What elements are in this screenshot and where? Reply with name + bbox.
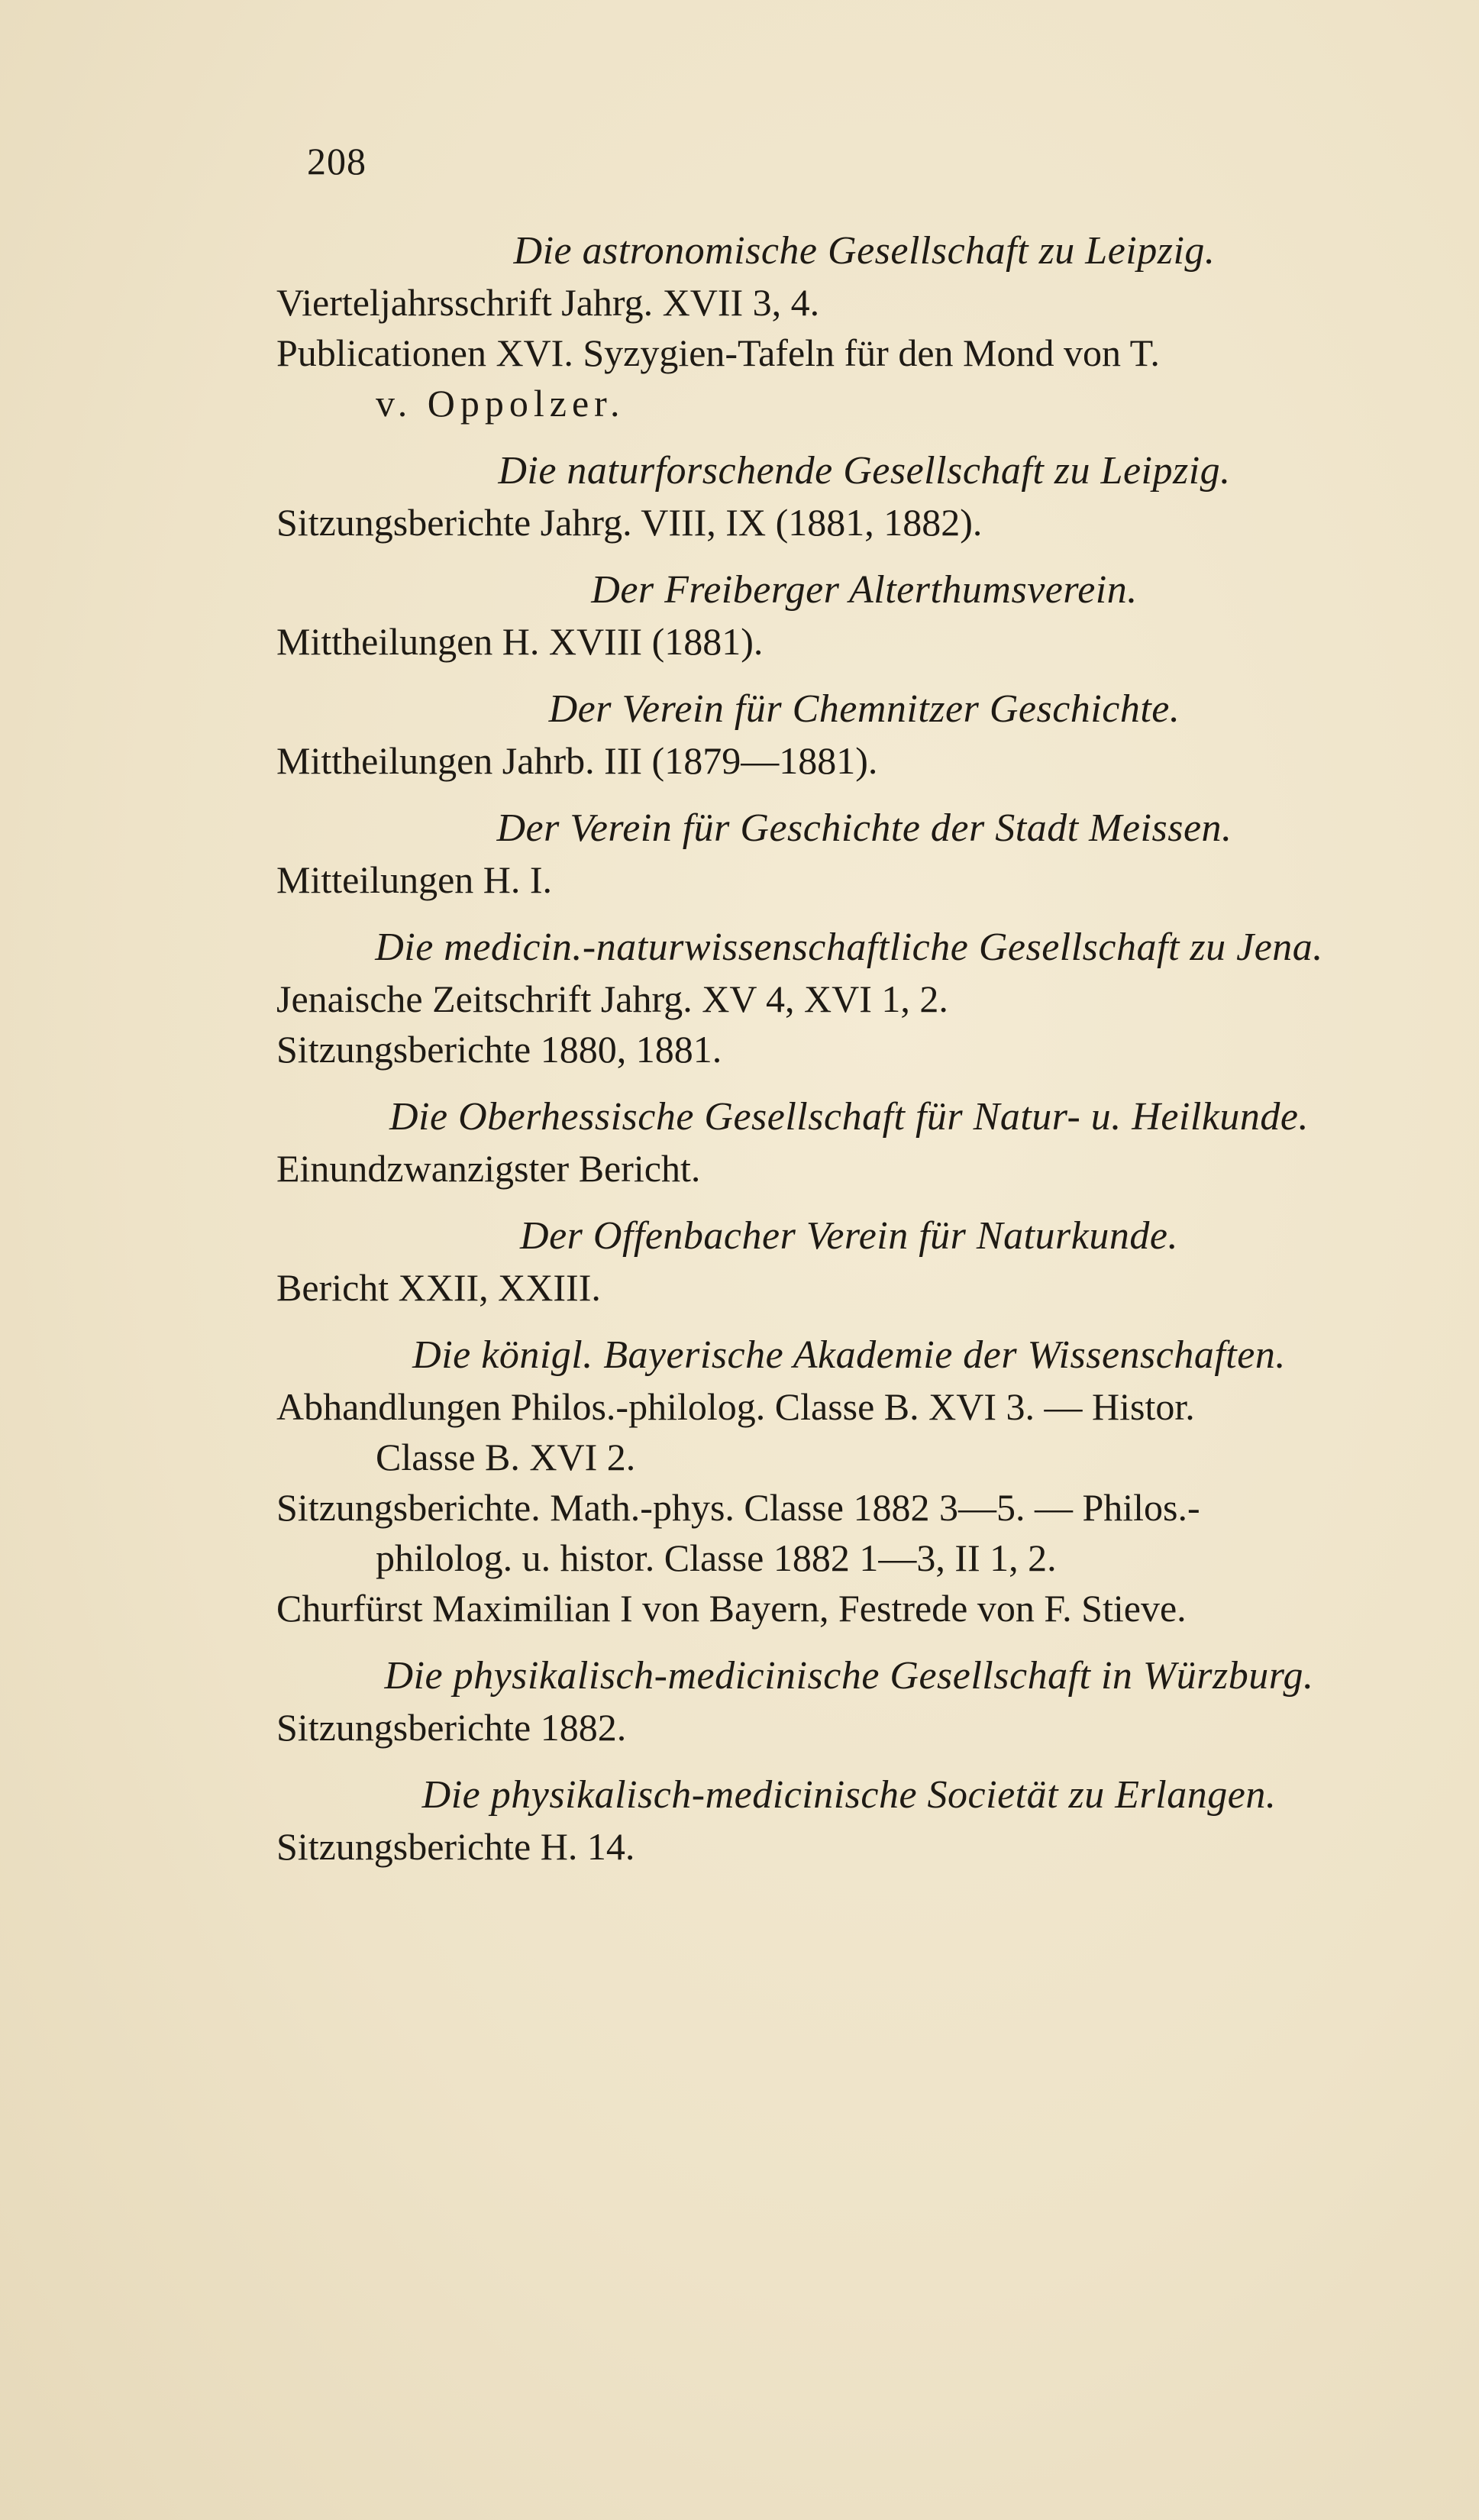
entry-line: Mitteilungen H. I. xyxy=(276,858,553,901)
entry xyxy=(276,1210,1422,1313)
entry-heading: Die physikalisch-medicinische Societät zu Erlangen. xyxy=(421,1773,1277,1817)
entry xyxy=(276,564,1422,667)
entry-heading: Der Freiberger Alterthumsverein. xyxy=(591,568,1138,612)
entry-line: Classe B. XVI 2. xyxy=(376,1436,636,1478)
entry-heading: Die medicin.-naturwissenschaftliche Gesellschaft zu Jena. xyxy=(375,926,1323,969)
entry-line: Sitzungsberichte Jahrg. VIII, IX (1881, 1882). xyxy=(276,501,983,544)
entry-heading: Die astronomische Gesellschaft zu Leipzig. xyxy=(513,229,1216,273)
entry xyxy=(276,922,1422,1074)
entry-heading: Der Verein für Chemnitzer Geschichte. xyxy=(548,687,1180,731)
entry-line: Einundzwanzigster Bericht. xyxy=(276,1147,701,1190)
page-number: 208 xyxy=(307,140,367,183)
entry xyxy=(276,1769,1422,1872)
entry-line: Mittheilungen Jahrb. III (1879—1881). xyxy=(276,739,878,782)
entry-line: Abhandlungen Philos.-philolog. Classe B. XVI 3. — Histor. xyxy=(276,1385,1195,1428)
entry-line: Publicationen XVI. Syzygien-Tafeln für den Mond von T. xyxy=(276,331,1160,374)
entry xyxy=(276,1091,1422,1194)
entry-line: Vierteljahrsschrift Jahrg. XVII 3, 4. xyxy=(276,281,820,324)
entry xyxy=(276,225,1422,428)
entry-line: Sitzungsberichte 1880, 1881. xyxy=(276,1028,722,1071)
entry-heading: Die naturforschende Gesellschaft zu Leipzig. xyxy=(498,449,1231,493)
entry-heading: Die königl. Bayerische Akademie der Wissenschaften. xyxy=(412,1333,1286,1377)
entry-heading: Die physikalisch-medicinische Gesellschaft in Würzburg. xyxy=(384,1654,1314,1698)
entry-line: Churfürst Maximilian I von Bayern, Festrede von F. Stieve. xyxy=(276,1587,1187,1630)
entry-heading: Die Oberhessische Gesellschaft für Natur- u. Heilkunde. xyxy=(389,1095,1309,1139)
entry-line: Sitzungsberichte 1882. xyxy=(276,1706,627,1749)
entry-line: Mittheilungen H. XVIII (1881). xyxy=(276,620,764,663)
entry-line: Sitzungsberichte. Math.-phys. Classe 1882 3—5. — Philos.- xyxy=(276,1486,1200,1529)
entry xyxy=(276,1329,1422,1633)
exchange-list xyxy=(276,225,1422,1872)
entry-line: Sitzungsberichte H. 14. xyxy=(276,1825,635,1868)
entry-line: philolog. u. histor. Classe 1882 1—3, II 1, 2. xyxy=(376,1536,1057,1579)
entry-line: v. Oppolzer. xyxy=(376,382,625,425)
entry-heading: Der Offenbacher Verein für Naturkunde. xyxy=(520,1214,1178,1258)
entry xyxy=(276,445,1422,548)
entry-line: Bericht XXII, XXIII. xyxy=(276,1266,601,1309)
entry-line: Jenaische Zeitschrift Jahrg. XV 4, XVI 1, 2. xyxy=(276,977,948,1020)
entry-heading: Der Verein für Geschichte der Stadt Meissen. xyxy=(496,806,1232,850)
entry xyxy=(276,803,1422,905)
entry xyxy=(276,683,1422,786)
entry xyxy=(276,1650,1422,1753)
